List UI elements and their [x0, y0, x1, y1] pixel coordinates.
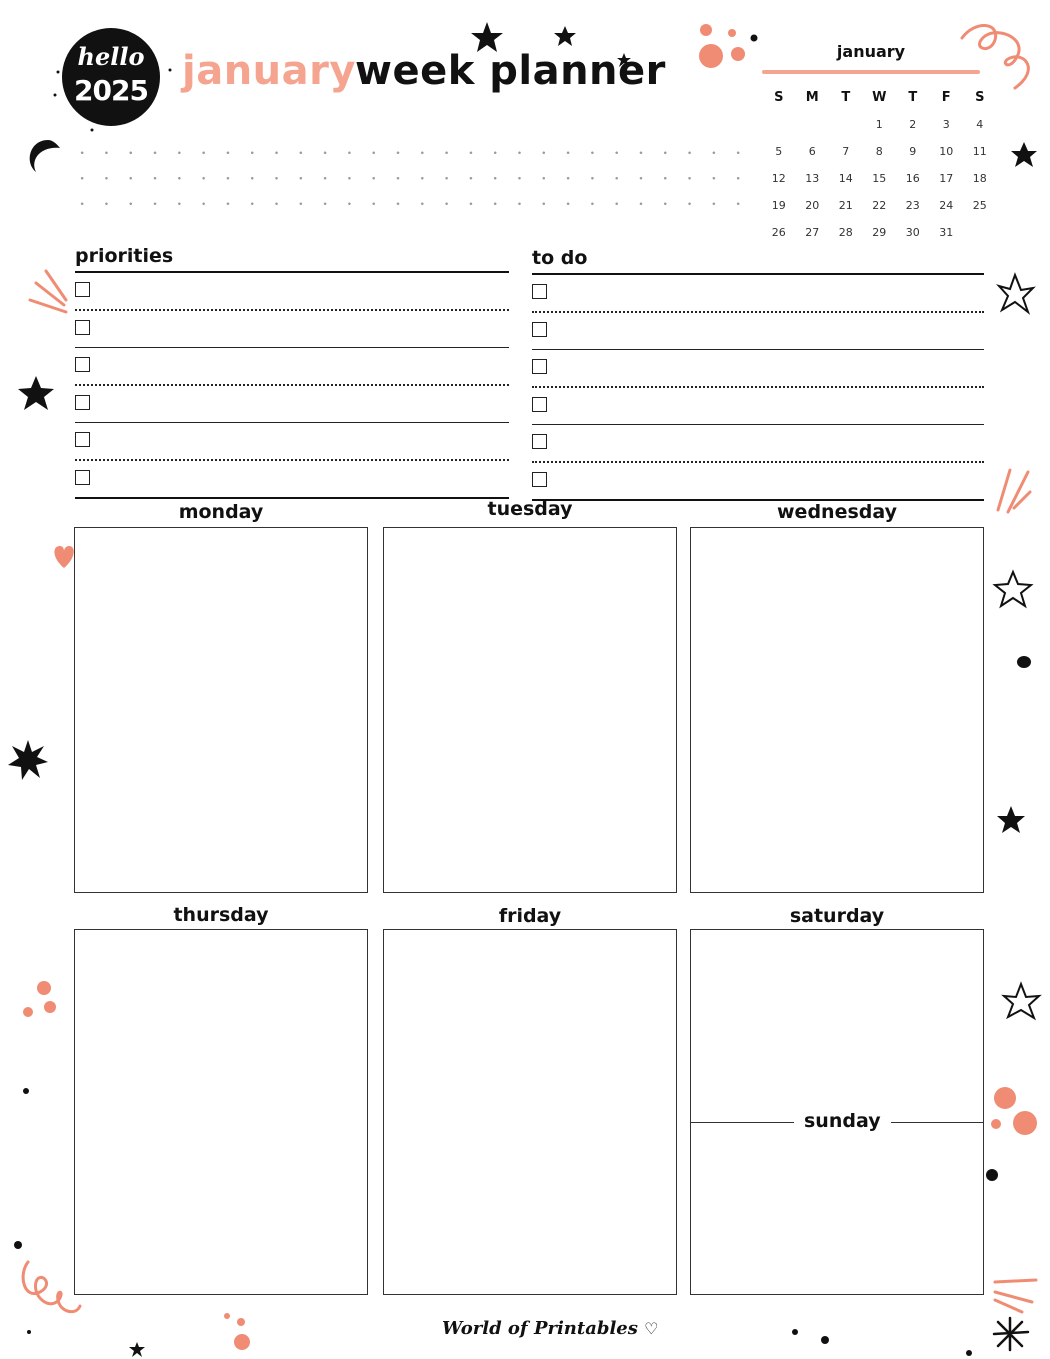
priority-checkbox[interactable] [75, 320, 90, 335]
weekday-header: M [805, 90, 819, 105]
calendar-date[interactable]: 15 [872, 172, 887, 185]
coral-dot-icon [700, 24, 712, 36]
todo-checkbox[interactable] [532, 472, 547, 487]
burst-icon [998, 470, 1030, 512]
calendar-empty-cell [796, 111, 830, 138]
todo-row[interactable] [532, 463, 984, 501]
day-label-friday: friday [498, 905, 562, 927]
weekday-header: T [841, 90, 851, 105]
coral-dot-icon [994, 1087, 1016, 1109]
heart-icon [54, 546, 73, 568]
weekday-header: S [774, 90, 784, 105]
calendar-date[interactable]: 7 [842, 145, 850, 158]
coral-dot-icon [234, 1334, 250, 1350]
calendar-date[interactable]: 13 [805, 172, 820, 185]
calendar-date[interactable]: 8 [875, 145, 883, 158]
day-label-wednesday: wednesday [777, 501, 897, 523]
weekday-header: T [908, 90, 918, 105]
brand-name: World of Printables [442, 1318, 638, 1339]
weekday-header: F [941, 90, 951, 105]
coral-dot-icon [731, 47, 745, 61]
day-box-thursday[interactable] [74, 929, 368, 1295]
todo-checkbox[interactable] [532, 284, 547, 299]
mini-calendar-rule [762, 70, 980, 74]
coral-dot-icon [699, 44, 723, 68]
priority-row[interactable] [75, 311, 509, 348]
coral-dot-icon [37, 981, 51, 995]
day-box-wednesday[interactable] [690, 527, 984, 893]
day-box-tuesday[interactable] [383, 527, 677, 893]
mini-calendar-month: january [836, 42, 906, 61]
badge-year-text: 2025 [74, 74, 148, 107]
calendar-date[interactable]: 16 [905, 172, 920, 185]
brand-footer [442, 1318, 659, 1339]
outline-star-icon [1004, 984, 1039, 1018]
calendar-date[interactable]: 17 [939, 172, 954, 185]
calendar-empty-cell [762, 111, 796, 138]
coral-dot-icon [224, 1313, 230, 1319]
calendar-date[interactable]: 4 [976, 118, 984, 131]
moon-icon [30, 140, 60, 172]
calendar-empty-cell [829, 111, 863, 138]
star-icon [129, 1342, 145, 1357]
calendar-date[interactable]: 9 [909, 145, 917, 158]
sparkle-icon [994, 1318, 1028, 1350]
priority-checkbox[interactable] [75, 395, 90, 410]
black-dot-icon [751, 35, 758, 42]
calendar-date[interactable]: 31 [939, 226, 954, 239]
star-icon [18, 376, 54, 410]
priority-row[interactable] [75, 386, 509, 423]
todo-checkbox[interactable] [532, 397, 547, 412]
day-label-thursday: thursday [173, 904, 269, 926]
todo-row[interactable] [532, 425, 984, 463]
outline-star-icon [999, 275, 1033, 312]
calendar-date[interactable]: 26 [771, 226, 786, 239]
calendar-date[interactable]: 21 [838, 199, 853, 212]
coral-dot-icon [1013, 1111, 1037, 1135]
black-dot-icon [14, 1241, 22, 1249]
calendar-date[interactable]: 6 [808, 145, 816, 158]
weekday-header: S [975, 90, 985, 105]
day-label-sunday: sunday [794, 1110, 891, 1132]
todo-row[interactable] [532, 275, 984, 313]
calendar-date[interactable]: 25 [972, 199, 987, 212]
star-icon [554, 26, 576, 46]
day-label-monday: monday [178, 501, 264, 523]
calendar-date[interactable]: 28 [838, 226, 853, 239]
todo-list [532, 247, 984, 501]
todo-row[interactable] [532, 350, 984, 388]
priority-checkbox[interactable] [75, 282, 90, 297]
priority-checkbox[interactable] [75, 470, 90, 485]
calendar-date[interactable]: 24 [939, 199, 954, 212]
coral-dot-icon [44, 1001, 56, 1013]
calendar-date[interactable]: 18 [972, 172, 987, 185]
priorities-list [75, 245, 509, 499]
burst-icon [995, 1280, 1036, 1312]
todo-checkbox[interactable] [532, 322, 547, 337]
calendar-empty-cell [963, 219, 997, 246]
calendar-date[interactable]: 29 [872, 226, 887, 239]
priority-row[interactable] [75, 273, 509, 311]
coral-dot-icon [728, 29, 736, 37]
calendar-date[interactable]: 5 [775, 145, 783, 158]
calendar-date[interactable]: 1 [875, 118, 883, 131]
calendar-date[interactable]: 30 [905, 226, 920, 239]
black-dot-icon [792, 1329, 798, 1335]
page-title: week planner [355, 48, 666, 94]
coral-dot-icon [23, 1007, 33, 1017]
calendar-date[interactable]: 10 [939, 145, 954, 158]
black-dot-icon [23, 1088, 29, 1094]
day-box-friday[interactable] [383, 929, 677, 1295]
priorities-heading: priorities [75, 245, 509, 273]
priority-row[interactable] [75, 461, 509, 499]
coral-dot-icon [237, 1318, 245, 1326]
todo-row[interactable] [532, 313, 984, 350]
dot-grid-notes[interactable] [70, 140, 740, 220]
black-dot-icon [966, 1350, 972, 1356]
burst-icon [30, 271, 66, 312]
todo-row[interactable] [532, 388, 984, 425]
day-label-tuesday: tuesday [487, 498, 573, 520]
swirl-icon [23, 1262, 80, 1312]
black-blob-icon [1017, 656, 1031, 668]
todo-checkbox[interactable] [532, 434, 547, 449]
badge-hello-text: hello [77, 42, 145, 71]
priority-checkbox[interactable] [75, 357, 90, 372]
priority-checkbox[interactable] [75, 432, 90, 447]
calendar-date[interactable]: 3 [942, 118, 950, 131]
calendar-date[interactable]: 20 [805, 199, 820, 212]
calendar-date[interactable]: 11 [972, 145, 987, 158]
todo-heading: to do [532, 247, 984, 275]
priority-row[interactable] [75, 348, 509, 386]
heart-outline-icon: ♡ [644, 1319, 659, 1338]
day-label-saturday: saturday [789, 905, 885, 927]
todo-checkbox[interactable] [532, 359, 547, 374]
calendar-date[interactable]: 12 [771, 172, 786, 185]
calendar-date[interactable]: 22 [872, 199, 887, 212]
star-icon [1011, 142, 1037, 167]
black-dot-icon [27, 1330, 31, 1334]
title-month: january [182, 48, 356, 94]
calendar-date[interactable]: 14 [838, 172, 853, 185]
calendar-date[interactable]: 19 [771, 199, 786, 212]
coral-dot-icon [991, 1119, 1001, 1129]
mini-calendar [762, 42, 987, 246]
calendar-date[interactable]: 27 [805, 226, 820, 239]
star-icon [997, 806, 1025, 833]
hello-2025-badge [62, 28, 160, 126]
calendar-date[interactable]: 23 [905, 199, 920, 212]
weekday-header: W [872, 90, 887, 105]
black-dot-icon [986, 1169, 998, 1181]
day-box-monday[interactable] [74, 527, 368, 893]
priority-row[interactable] [75, 423, 509, 461]
outline-star-icon [995, 572, 1031, 606]
spiky-star-icon [8, 740, 48, 780]
mini-calendar-grid [762, 84, 987, 246]
black-dot-icon [821, 1336, 829, 1344]
calendar-date[interactable]: 2 [909, 118, 917, 131]
